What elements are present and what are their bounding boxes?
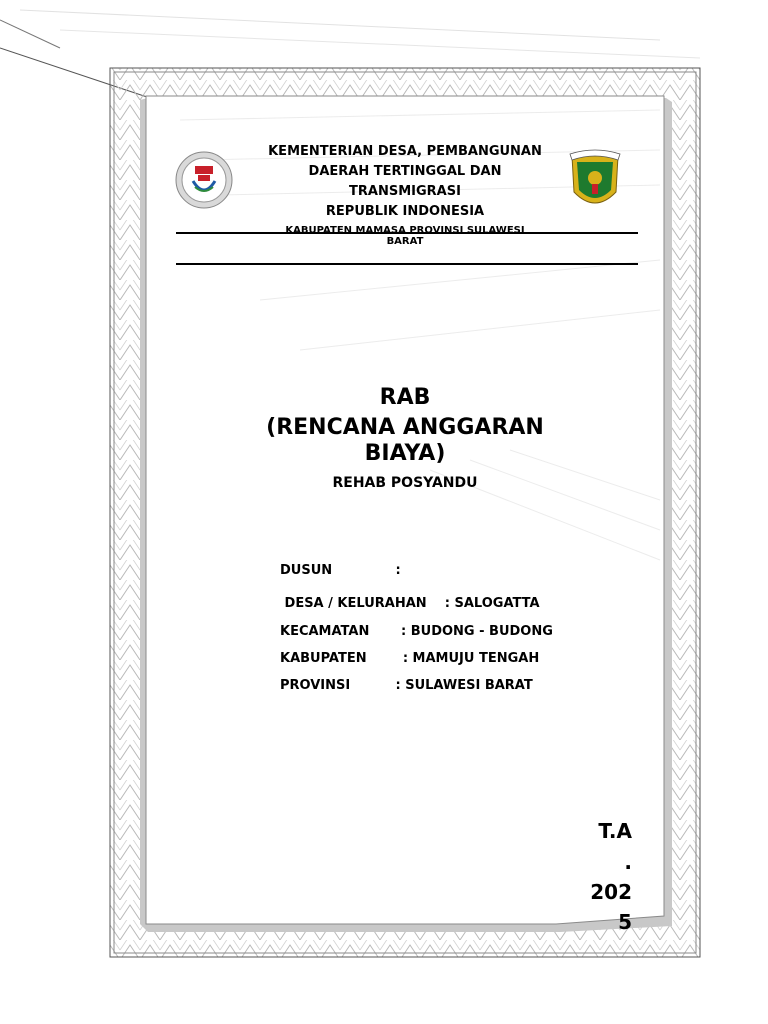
ministry-emblem-icon	[175, 151, 233, 209]
fiscal-year-line-1: T.A	[598, 819, 632, 843]
document-title-line-3: BIAYA)	[364, 441, 446, 466]
detail-kecamatan: KECAMATAN : BUDONG - BUDONG	[280, 624, 553, 639]
header-line-4: REPUBLIK INDONESIA	[325, 204, 485, 219]
header-line-3: TRANSMIGRASI	[349, 184, 461, 199]
detail-kabupaten: KABUPATEN : MAMUJU TENGAH	[280, 651, 540, 666]
header-rule-bottom	[176, 263, 638, 265]
document-title: RAB	[379, 385, 431, 410]
document-title-line-2: (RENCANA ANGGARAN	[266, 415, 544, 440]
header-line-1: KEMENTERIAN DESA, PEMBANGUNAN	[268, 144, 542, 159]
detail-provinsi: PROVINSI : SULAWESI BARAT	[280, 678, 533, 693]
document-subtitle: REHAB POSYANDU	[332, 475, 478, 491]
header-rule-top	[176, 232, 638, 234]
fiscal-year-line-4: 5	[618, 910, 632, 934]
header-line-6: BARAT	[386, 236, 424, 247]
mamuju-tengah-regency-seal-icon	[568, 148, 622, 214]
detail-dusun: DUSUN :	[280, 563, 401, 578]
header-line-5: KABUPATEN MAMASA PROVINSI SULAWESI	[285, 225, 525, 236]
fiscal-year-line-3: 202	[590, 880, 632, 904]
detail-desa: DESA / KELURAHAN : SALOGATTA	[280, 596, 540, 611]
fiscal-year-line-2: .	[624, 850, 632, 874]
header-line-2: DAERAH TERTINGGAL DAN	[308, 164, 502, 179]
